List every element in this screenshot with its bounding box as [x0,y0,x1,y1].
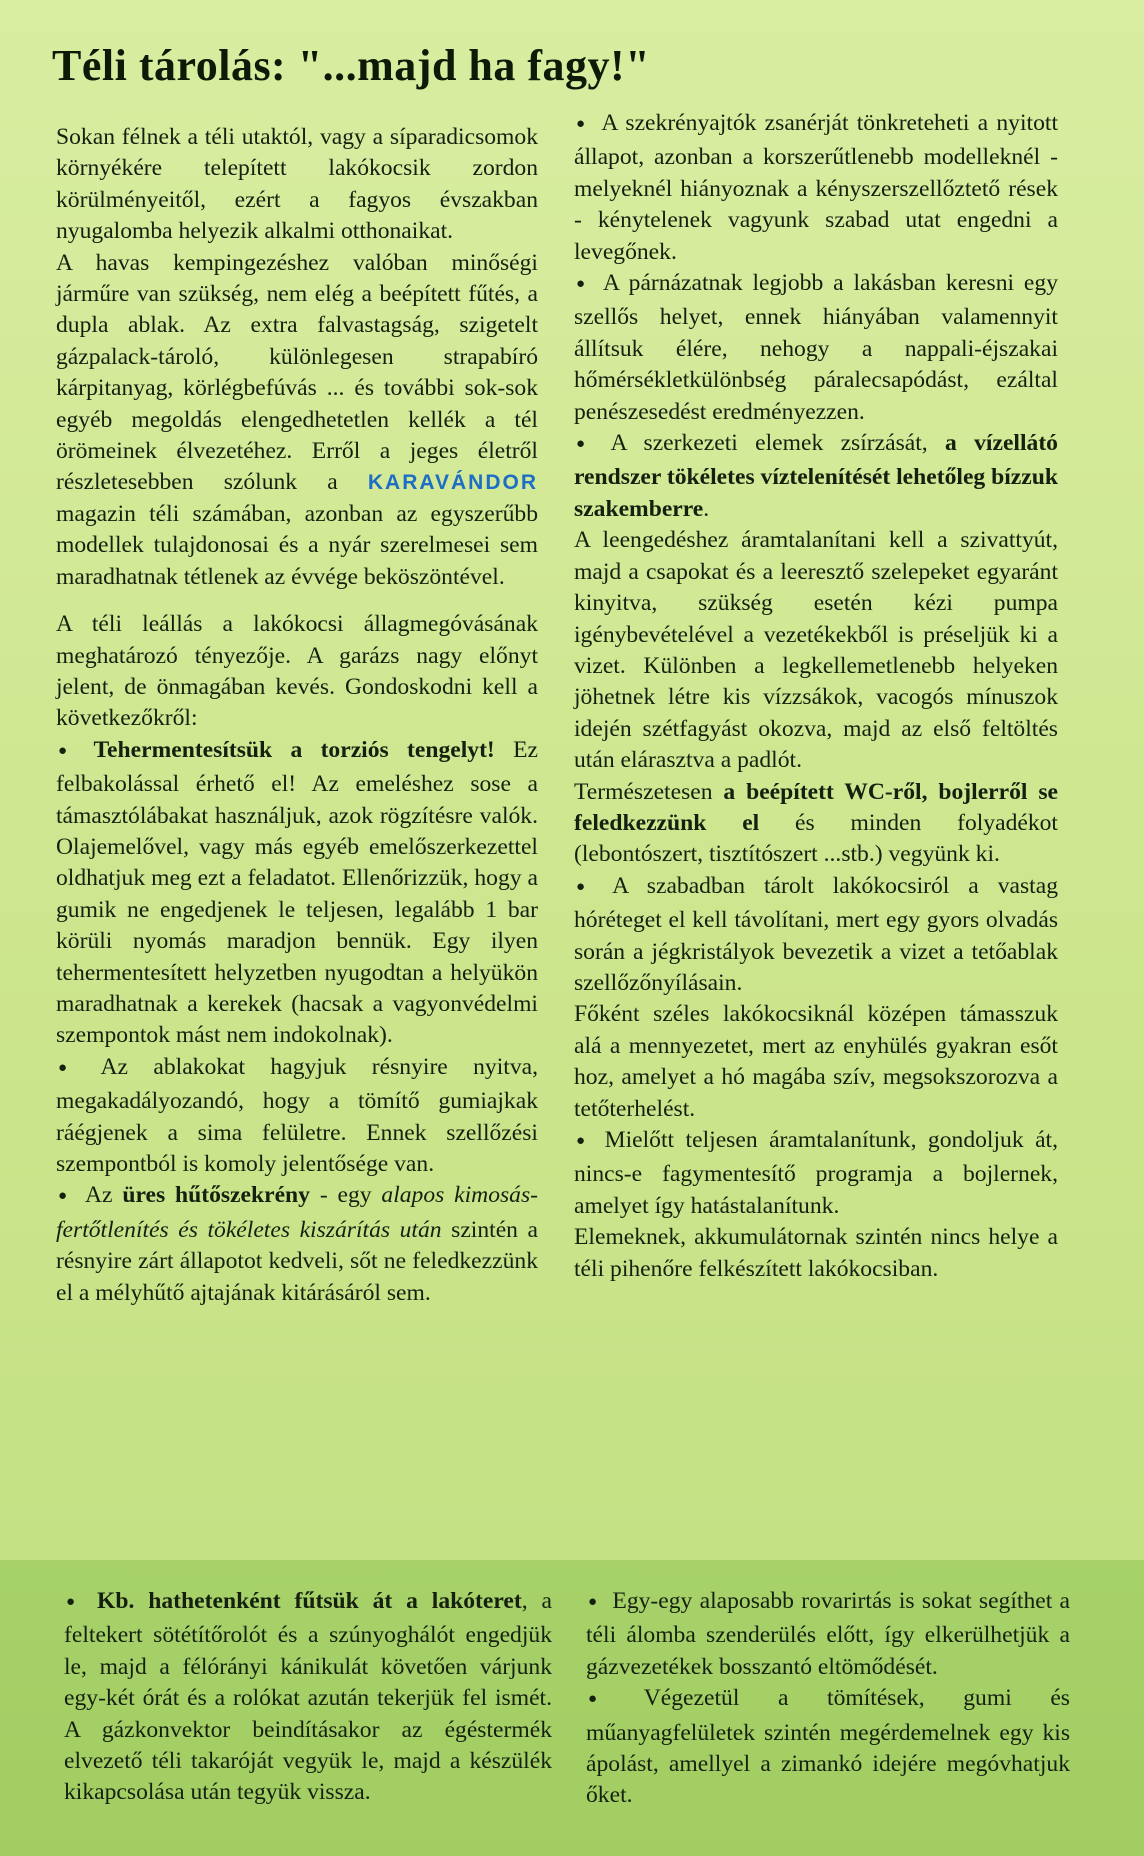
bullet-axle: ● Tehermentesítsük a torziós tengelyt! Ez felbakolással érhető el! Az emeléshez sose a támasztólábakat használjuk, azok rögzítésre valók. Olajemelővel, vagy más egyéb emelőszerkezettel oldhatjuk meg ezt a feladatot. Ellenőrizzük, hogy a gumik ne engedjenek le teljesen, legalább 1 bar körüli nyomás maradjon bennük. Egy ilyen tehermentesített helyzetben nyugodtan a helyükön maradhatnak a kerekek (hacsak a vagyonvédelmi szempontok mást nem indokolnak). [56,735,538,1052]
article-title: Téli tárolás: "...majd ha fagy!" [52,41,651,90]
bullet-insects: ● Egy-egy alaposabb rovarirtás is sokat segíthet a téli álomba szenderülés előtt, így elkerülhetjük a gázvezetékek bosszantó eltömődését. [586,1586,1070,1683]
batteries-paragraph: Elemeknek, akkumulátornak szintén nincs helye a téli pihenőre felkészített lakókocsiban. [574,1224,1058,1282]
intro-paragraph: Sokan félnek a téli utaktól, vagy a síparadicsomok környékére telepített lakókocsik zordon körülményeitől, ezért a fagyos évszakban nyugalomba helyezik alkalmi otthonaikat. [56,124,538,245]
bullet-icon [574,430,610,456]
column-bottom-left [64,1586,552,1809]
bullet-icon [64,1588,97,1614]
karavandor-logo: KARAVÁNDOR [367,471,538,495]
bullet-icon [574,110,601,136]
bullet-icon [574,270,603,296]
draining-paragraph: A leengedéshez áramtalanítani kell a szivattyút, majd a csapokat és a leeresztő szelepeket egyaránt kinyitva, szükség esetén kézi pumpa igénybevételével a vezetékekből is préseljük ki a vizet. Különben a legkellemetlenebb helyeken jöhetnek létre kis vízzsákok, vacogós mínuszok idején szétfagyást okozva, majd az első feltöltés után elárasztva a padlót. [574,527,1058,774]
bullet-boiler-frost: ● Mielőtt teljesen áramtalanítunk, gondoljuk át, nincs-e fagymentesítő programja a bojlernek, amelyet így hatástalanítunk. [574,1125,1058,1222]
winter-camping-paragraph: A havas kempingezéshez valóban minőségi járműre van szükség, nem elég a beépített fűtés, a dupla ablak. Az extra falvastagság, szigetelt gázpalack-tároló, különlegesen strapabíró kárpitanyag, körlégbefúvás ... és további sok-sok egyéb megoldás elengedhetetlen kellék a tél örömeinek élvezetéhez. Erről a jeges életről részletesebben szólunk a KARAVÁNDOR magazin téli számában, azonban az egyszerűbb modellek tulajdonosai és a nyár szerelmesei sem maradhatnak tétlenek az évvége beköszöntével. [56,249,538,590]
column-left [56,122,538,1309]
wc-boiler-paragraph: Természetesen a beépített WC-ről, bojlerről se feledkezzünk el és minden folyadékot (lebontószert, tisztítószert ...stb.) vegyünk ki. [574,778,1058,868]
bullet-icon [586,1685,644,1711]
bullet-heating: ● Kb. hathetenként fűtsük át a lakóteret, a feltekert sötétítőrolót és a szúnyoghálót engedjük le, majd a félórányi kánikulát követően várjunk egy-két órát és a rolókat azután tekerjük fel ismét. A gázkonvektor beindításakor az égéstermék elvezető téli takaróját vegyük le, majd a készülék kikapcsolása után tegyük vissza. [64,1586,552,1809]
storage-intro-paragraph: A téli leállás a lakókocsi állagmegóvásának meghatározó tényezője. A garázs nagy előnyt jelent, de önmagában kevés. Gondoskodni kell a következőkről: [56,611,538,732]
bullet-icon [56,1182,85,1208]
column-bottom-right [586,1586,1070,1812]
bullet-fridge: ● Az üres hűtőszekrény - egy alapos kimosás-fertőtlenítés és tökéletes kiszárítás után szintén a résnyire zárt állapotot kedveli, sőt ne feledkezzünk el a mélyhűtő ajtajának kitárásáról sem. [56,1180,538,1309]
bullet-icon [586,1588,612,1614]
bullet-water-system: ● A szerkezeti elemek zsírzását, a vízellátó rendszer tökéletes víztelenítését lehetőleg bízzuk szakemberre. [574,428,1058,525]
ceiling-support-paragraph: Főként széles lakókocsiknál középen támasszuk alá a mennyezetet, mert az enyhülés gyakran esőt hoz, amelyet a hó magába szív, megsokszorozva a tetőterhelést. [574,1001,1058,1122]
bullet-icon [574,1127,605,1153]
bullet-windows: ● Az ablakokat hagyjuk résnyire nyitva, megakadályozandó, hogy a tömítő gumiajkak ráégjenek a sima felületre. Ennek szellőzési szempontból is komoly jelentősége van. [56,1052,538,1181]
bullet-icon [56,1054,101,1080]
bullet-icon [574,873,612,899]
bullet-cushions: ● A párnázatnak legjobb a lakásban keresni egy szellős helyet, ennek hiányában valamennyit állítsuk élére, nehogy a nappali-éjszakai hőmérsékletkülönbség páralecsapódást, ezáltal penészesedést eredményezzen. [574,268,1058,428]
bullet-icon [56,737,93,763]
bullet-cabinet-hinges: ● A szekrényajtók zsanérját tönkreteheti a nyitott állapot, azonban a korszerűtlenebb modelleknél - melyeknél hiányoznak a kényszerszellőztető rések - kénytelenek vagyunk szabad utat engedni a levegőnek. [574,108,1058,268]
column-right [574,108,1058,1285]
bullet-seals: ● Végezetül a tömítések, gumi és műanyagfelületek szintén megérdemelnek egy kis ápolást, amellyel a zimankó idejére megóvhatjuk őket. [586,1683,1070,1812]
bullet-snow: ● A szabadban tárolt lakókocsiról a vastag hóréteget el kell távolítani, mert egy gyors olvadás során a jégkristályok bevezetik a vizet a tetőablak szellőzőnyílásain. [574,871,1058,1000]
